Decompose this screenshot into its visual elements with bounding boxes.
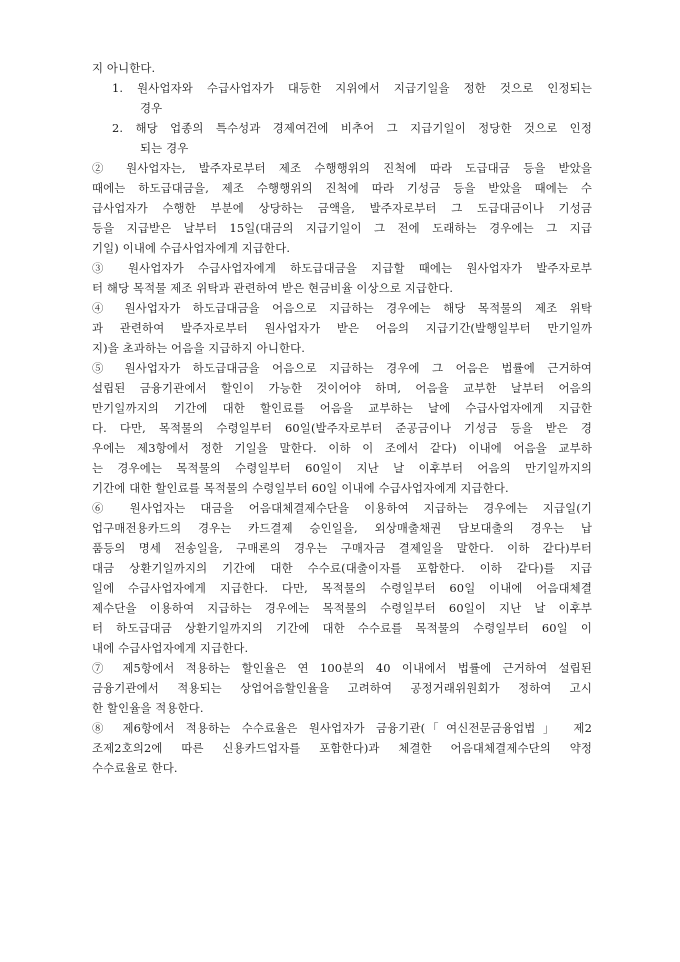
- document-page: [92, 58, 592, 778]
- paragraph-line: 터 하도급대금 상환기일까지의 기간에 대한 수수료를 목적물의 수령일부터 60일 이: [92, 621, 592, 635]
- paragraph-line: 대금 상환기일까지의 기간에 대한 수수료(대출이자를 포함한다. 이하 같다)를 지급: [92, 561, 592, 575]
- paragraph-line: 다. 다만, 목적물의 수령일부터 60일(발주자로부터 준공금이나 기성금 등을 받은 경: [92, 421, 592, 435]
- paragraph-line: 때에는 하도급대금을, 제조 수행행위의 진척에 따라 기성금 등을 받았을 때에는 수: [92, 181, 592, 195]
- paragraph-5: [92, 358, 592, 498]
- paragraph-3: [92, 258, 592, 298]
- paragraph-line: 일에 수급사업자에게 지급한다. 다만, 목적물의 수령일부터 60일 이내에 어음대체결: [92, 581, 592, 595]
- paragraph-line: 지)을 초과하는 어음을 지급하지 아니한다.: [92, 341, 306, 355]
- intro-line: 지 아니한다.: [92, 61, 156, 75]
- list-item-line: 경우: [140, 101, 163, 115]
- paragraph-line: 설립된 금융기관에서 할인이 가능한 것이어야 하며, 어음을 교부한 날부터 어음의: [92, 381, 592, 395]
- paragraph-line: ⑥ 원사업자는 대금을 어음대체결제수단을 이용하여 지급하는 경우에는 지급일(기: [92, 501, 592, 515]
- paragraph-line: 제수단을 이용하여 지급하는 경우에는 목적물의 수령일부터 60일이 지난 날 이후부: [92, 601, 592, 615]
- paragraph-line: ⑤ 원사업자가 하도급대금을 어음으로 지급하는 경우에 그 어음은 법률에 근거하여: [92, 361, 592, 375]
- paragraph-line: 급사업자가 수행한 부분에 상당하는 금액을, 발주자로부터 그 도급대금이나 기성금: [92, 201, 592, 215]
- paragraph-line: 는 경우에는 목적물의 수령일부터 60일이 지난 날 이후부터 어음의 만기일까지의: [92, 461, 592, 475]
- paragraph-line: ② 원사업자는, 발주자로부터 제조 수행행위의 진척에 따라 도급대금 등을 받았을: [92, 161, 592, 175]
- paragraph-line: 업구매전용카드의 경우는 카드결제 승인일을, 외상매출채권 담보대출의 경우는 납: [92, 521, 592, 535]
- list-item: [92, 118, 592, 158]
- paragraph-line: 등을 지급받은 날부터 15일(대금의 지급기일이 그 전에 도래하는 경우에는 그 지급: [92, 221, 592, 235]
- paragraph-line: 수수료율로 한다.: [92, 761, 178, 775]
- list-item-line: 되는 경우: [140, 141, 189, 155]
- paragraph-2: [92, 158, 592, 258]
- paragraph-line: ④ 원사업자가 하도급대금을 어음으로 지급하는 경우에는 해당 목적물의 제조 위탁: [92, 301, 592, 315]
- paragraph-line: 우에는 제3항에서 정한 기일을 말한다. 이하 이 조에서 같다) 이내에 어음을 교부하: [92, 441, 592, 455]
- paragraph-line: 기일) 이내에 수급사업자에게 지급한다.: [92, 241, 291, 255]
- list-item: [92, 78, 592, 118]
- paragraph-7: [92, 658, 592, 718]
- paragraph-line: ③ 원사업자가 수급사업자에게 하도급대금을 지급할 때에는 원사업자가 발주자로부: [92, 261, 592, 275]
- paragraph-line: 내에 수급사업자에게 지급한다.: [92, 641, 249, 655]
- paragraph-line: 과 관련하여 발주자로부터 원사업자가 받은 어음의 지급기간(발행일부터 만기일까: [92, 321, 592, 335]
- paragraph-line: 한 할인율을 적용한다.: [92, 701, 204, 715]
- paragraph-line: 금융기관에서 적용되는 상업어음할인율을 고려하여 공정거래위원회가 정하여 고시: [92, 681, 592, 695]
- paragraph-line: ⑧ 제6항에서 적용하는 수수료율은 원사업자가 금융기관(「여신전문금융업법」 제2: [92, 721, 592, 735]
- paragraph-6: [92, 498, 592, 658]
- paragraph-line: 조제2호의2에 따른 신용카드업자를 포함한다)과 체결한 어음대체결제수단의 약정: [92, 741, 592, 755]
- paragraph-8: [92, 718, 592, 778]
- paragraph-line: 기간에 대한 할인료를 목적물의 수령일부터 60일 이내에 수급사업자에게 지급한다.: [92, 481, 509, 495]
- paragraph-line: ⑦ 제5항에서 적용하는 할인율은 연 100분의 40 이내에서 법률에 근거하여 설립된: [92, 661, 592, 675]
- list-item-line: 2. 해당 업종의 특수성과 경제여건에 비추어 그 지급기일이 정당한 것으로 인정: [112, 121, 592, 135]
- list-item-line: 1. 원사업자와 수급사업자가 대등한 지위에서 지급기일을 정한 것으로 인정되는: [112, 81, 592, 95]
- paragraph-line: 터 해당 목적물 제조 위탁과 관련하여 받은 현금비율 이상으로 지급한다.: [92, 281, 454, 295]
- paragraph-line: 만기일까지의 기간에 대한 할인료를 어음을 교부하는 날에 수급사업자에게 지급한: [92, 401, 592, 415]
- paragraph-4: [92, 298, 592, 358]
- paragraph-line: 품등의 명세 전송일을, 구매론의 경우는 구매자금 결제일을 말한다. 이하 같다)부터: [92, 541, 592, 555]
